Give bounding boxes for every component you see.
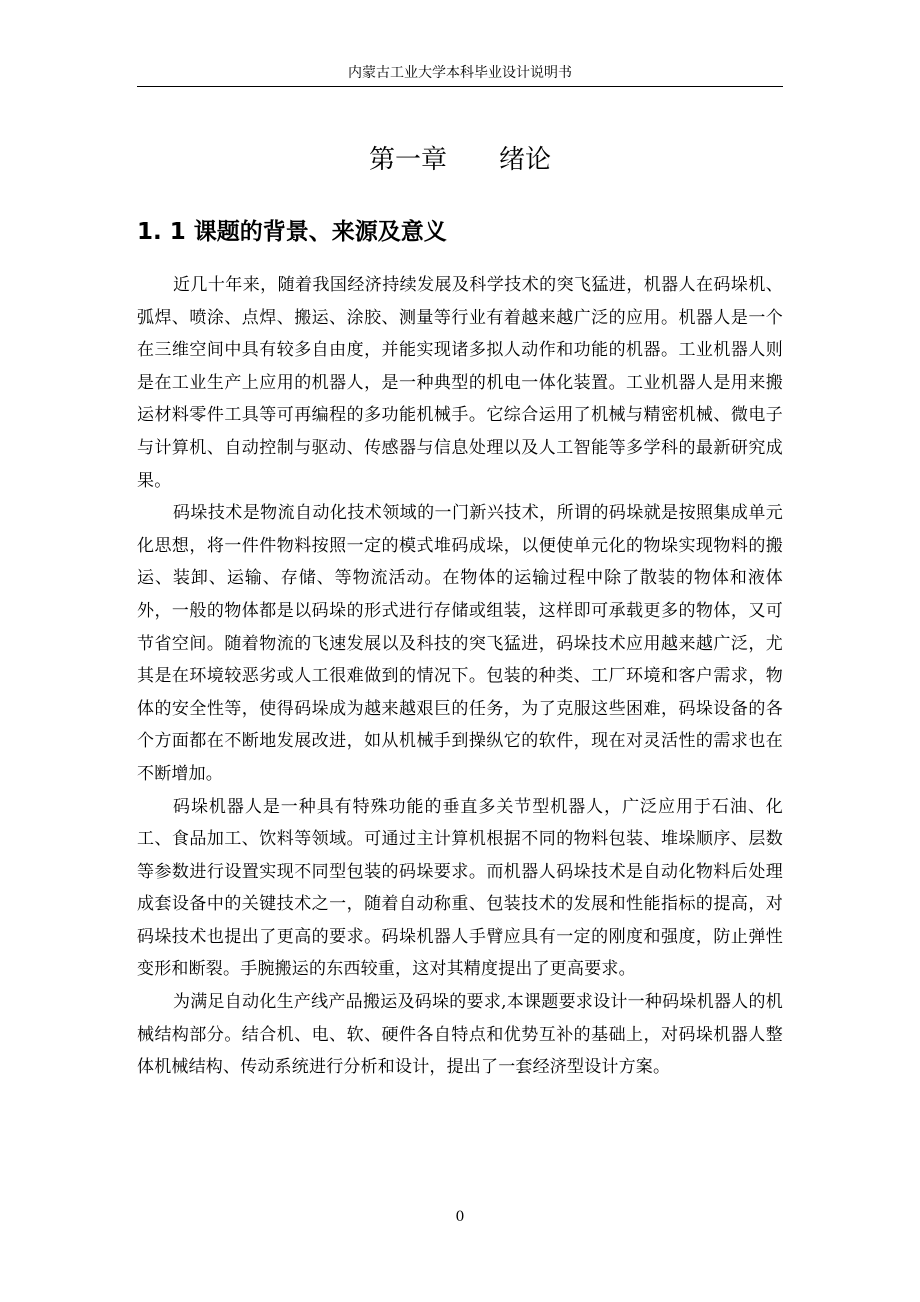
page-number: 0 [455,1209,465,1225]
page-header [137,64,783,87]
chapter-title [137,140,783,180]
chapter-number: 第一章 [368,145,447,175]
chapter-name: 绪论 [499,145,552,175]
body-text [137,269,783,1084]
header-text: 内蒙古工业大学本科毕业设计说明书 [348,65,572,81]
section-title: 1. 1 课题的背景、来源及意义 [137,219,447,245]
paragraph-4: 为满足自动化生产线产品搬运及码垛的要求,本课题要求设计一种码垛机器人的机械结构部分。结合机、电、软、硬件各自特点和优势互补的基础上，对码垛机器人整体机械结构、传动系统进行分析和设计，提出了一套经济型设计方案。 [137,992,783,1078]
paragraph-2: 码垛技术是物流自动化技术领域的一门新兴技术，所谓的码垛就是按照集成单元化思想，将一件件物料按照一定的模式堆码成垛，以便使单元化的物垛实现物料的搬运、装卸、运输、存储、等物流活动。在物体的运输过程中除了散装的物体和液体外，一般的物体都是以码垛的形式进行存储或组装，这样即可承载更多的物体，又可节省空间。随着物流的飞速发展以及科技的突飞猛进，码垛技术应用越来越广泛，尤其是在环境较恶劣或人工很难做到的情况下。包装的种类、工厂环境和客户需求，物体的安全性等，使得码垛成为越来越艰巨的任务，为了克服这些困难，码垛设备的各个方面都在不断地发展改进，如从机械手到操纵它的软件，现在对灵活性的需求也在不断增加。 [137,503,783,784]
paragraph-3: 码垛机器人是一种具有特殊功能的垂直多关节型机器人，广泛应用于石油、化工、食品加工、饮料等领域。可通过主计算机根据不同的物料包装、堆垛顺序、层数等参数进行设置实现不同型包装的码垛要求。而机器人码垛技术是自动化物料后处理成套设备中的关键技术之一，随着自动称重、包装技术的发展和性能指标的提高，对码垛技术也提出了更高的要求。码垛机器人手臂应具有一定的刚度和强度，防止弹性变形和断裂。手腕搬运的东西较重，这对其精度提出了更高要求。 [137,796,783,980]
paragraph-1: 近几十年来，随着我国经济持续发展及科学技术的突飞猛进，机器人在码垛机、弧焊、喷涂、点焊、搬运、涂胶、测量等行业有着越来越广泛的应用。机器人是一个在三维空间中具有较多自由度，并能实现诸多拟人动作和功能的机器。工业机器人则是在工业生产上应用的机器人，是一种典型的机电一体化装置。工业机器人是用来搬运材料零件工具等可再编程的多功能机械手。它综合运用了机械与精密机械、微电子与计算机、自动控制与驱动、传感器与信息处理以及人工智能等多学科的最新研究成果。 [137,275,783,491]
